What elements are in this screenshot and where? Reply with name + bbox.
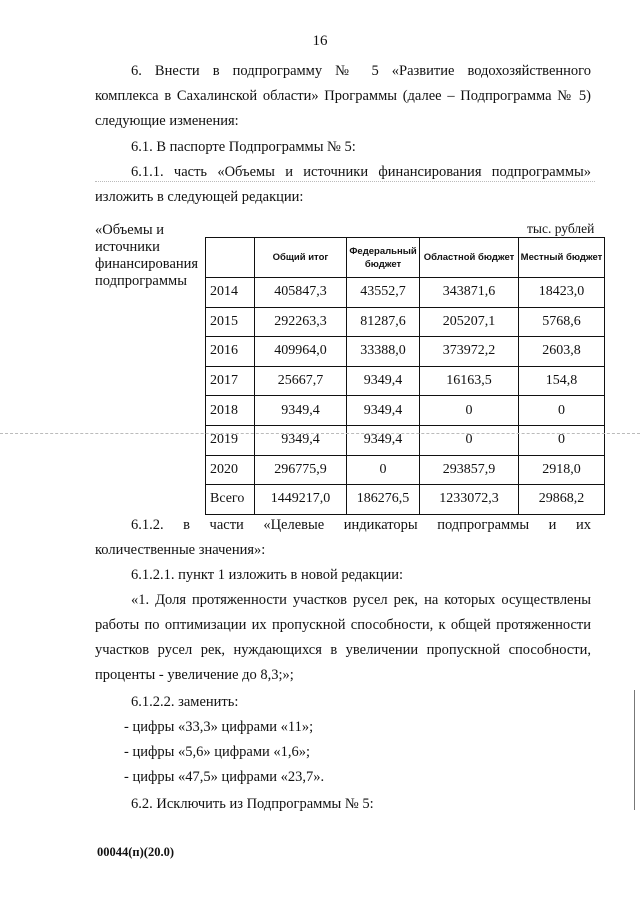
funding-table	[205, 237, 605, 515]
table-cell: 1233072,3	[420, 485, 519, 515]
replacement-item: - цифры «33,3» цифрами «11»;	[124, 719, 314, 735]
replacement-item: - цифры «5,6» цифрами «1,6»;	[124, 744, 311, 760]
table-row	[206, 278, 605, 308]
quote-line-3: участков русел рек, нуждающихся в увеличении пропускной способности,	[95, 642, 591, 658]
funding-label-line: источники	[95, 239, 160, 255]
table-cell: 5768,6	[519, 307, 605, 337]
quote-line-1: «1. Доля протяженности участков русел рек, на которых осуществлены	[131, 592, 591, 608]
table-cell: 154,8	[519, 366, 605, 396]
table-cell: 2016	[206, 337, 255, 367]
page-number: 16	[312, 33, 328, 49]
replacement-item: - цифры «47,5» цифрами «23,7».	[124, 769, 325, 785]
table-cell: 343871,6	[420, 278, 519, 308]
table-header-cell: Общий итог	[255, 238, 347, 278]
table-cell: 18423,0	[519, 278, 605, 308]
table-cell: 292263,3	[255, 307, 347, 337]
paragraph-6-1-2-1: 6.1.2.1. пункт 1 изложить в новой редакции:	[131, 567, 404, 583]
paragraph-6-line-3: следующие изменения:	[95, 113, 239, 129]
table-cell: 9349,4	[347, 425, 420, 455]
paragraph-6-line-1: 6. Внести в подпрограмму № 5 «Развитие водохозяйственного	[131, 63, 591, 79]
table-cell: 2918,0	[519, 455, 605, 485]
table-cell: 0	[519, 425, 605, 455]
table-total-row	[206, 485, 605, 515]
table-cell: 25667,7	[255, 366, 347, 396]
paragraph-6-1-2-2: 6.1.2.2. заменить:	[131, 694, 239, 710]
table-header-row	[206, 238, 605, 278]
paragraph-6-1-1-line-2: изложить в следующей редакции:	[95, 189, 304, 205]
quote-line-4: проценты - увеличение до 8,3;»;	[95, 667, 294, 683]
table-header-cell: Местный бюджет	[519, 238, 605, 278]
table-cell: 0	[420, 396, 519, 426]
scan-artifact-line	[95, 181, 595, 182]
table-row	[206, 366, 605, 396]
table-cell: 43552,7	[347, 278, 420, 308]
table-cell: 0	[347, 455, 420, 485]
paragraph-6-1-1-line-1: 6.1.1. часть «Объемы и источники финансирования подпрограммы»	[131, 164, 591, 180]
scan-artifact-edge	[634, 690, 635, 810]
table-cell: 293857,9	[420, 455, 519, 485]
table-cell: 1449217,0	[255, 485, 347, 515]
table-row	[206, 337, 605, 367]
funding-label-line: подпрограммы	[95, 273, 187, 289]
table-cell: 9349,4	[347, 366, 420, 396]
table-cell: 0	[420, 425, 519, 455]
table-cell: 2019	[206, 425, 255, 455]
table-row	[206, 396, 605, 426]
table-cell: 2603,8	[519, 337, 605, 367]
table-cell: 205207,1	[420, 307, 519, 337]
table-cell: 2014	[206, 278, 255, 308]
table-header-cell	[206, 238, 255, 278]
table-cell: 2020	[206, 455, 255, 485]
table-header-cell: Федеральный бюджет	[347, 238, 420, 278]
table-cell: 409964,0	[255, 337, 347, 367]
paragraph-6-line-2: комплекса в Сахалинской области» Программы (далее – Подпрограмма № 5)	[95, 88, 591, 104]
table-cell: 2018	[206, 396, 255, 426]
table-cell: 9349,4	[255, 425, 347, 455]
document-code: 00044(п)(20.0)	[97, 845, 174, 859]
table-row	[206, 455, 605, 485]
paragraph-6-1: 6.1. В паспорте Подпрограммы № 5:	[131, 139, 356, 155]
table-cell: 296775,9	[255, 455, 347, 485]
table-cell: 405847,3	[255, 278, 347, 308]
table-cell: 0	[519, 396, 605, 426]
table-cell: 9349,4	[347, 396, 420, 426]
paragraph-6-1-2-line-2: количественные значения»:	[95, 542, 266, 558]
table-cell: 186276,5	[347, 485, 420, 515]
table-header-cell: Областной бюджет	[420, 238, 519, 278]
table-cell: 29868,2	[519, 485, 605, 515]
table-cell: 16163,5	[420, 366, 519, 396]
funding-label-line: «Объемы и	[95, 222, 164, 238]
scan-artifact-line	[0, 433, 640, 434]
table-cell: 33388,0	[347, 337, 420, 367]
table-cell: 81287,6	[347, 307, 420, 337]
paragraph-6-1-2-line-1: 6.1.2. в части «Целевые индикаторы подпрограммы и их	[131, 517, 591, 533]
funding-label	[95, 222, 205, 290]
funding-label-line: финансирования	[95, 256, 199, 272]
units-label: тыс. рублей	[527, 221, 595, 236]
table-cell: 9349,4	[255, 396, 347, 426]
table-cell: 373972,2	[420, 337, 519, 367]
table-cell: 2017	[206, 366, 255, 396]
table-row	[206, 307, 605, 337]
table-cell: Всего	[206, 485, 255, 515]
paragraph-6-2: 6.2. Исключить из Подпрограммы № 5:	[131, 796, 374, 812]
quote-line-2: работы по оптимизации их пропускной способности, к общей протяженности	[95, 617, 591, 633]
table-row	[206, 425, 605, 455]
table-cell: 2015	[206, 307, 255, 337]
